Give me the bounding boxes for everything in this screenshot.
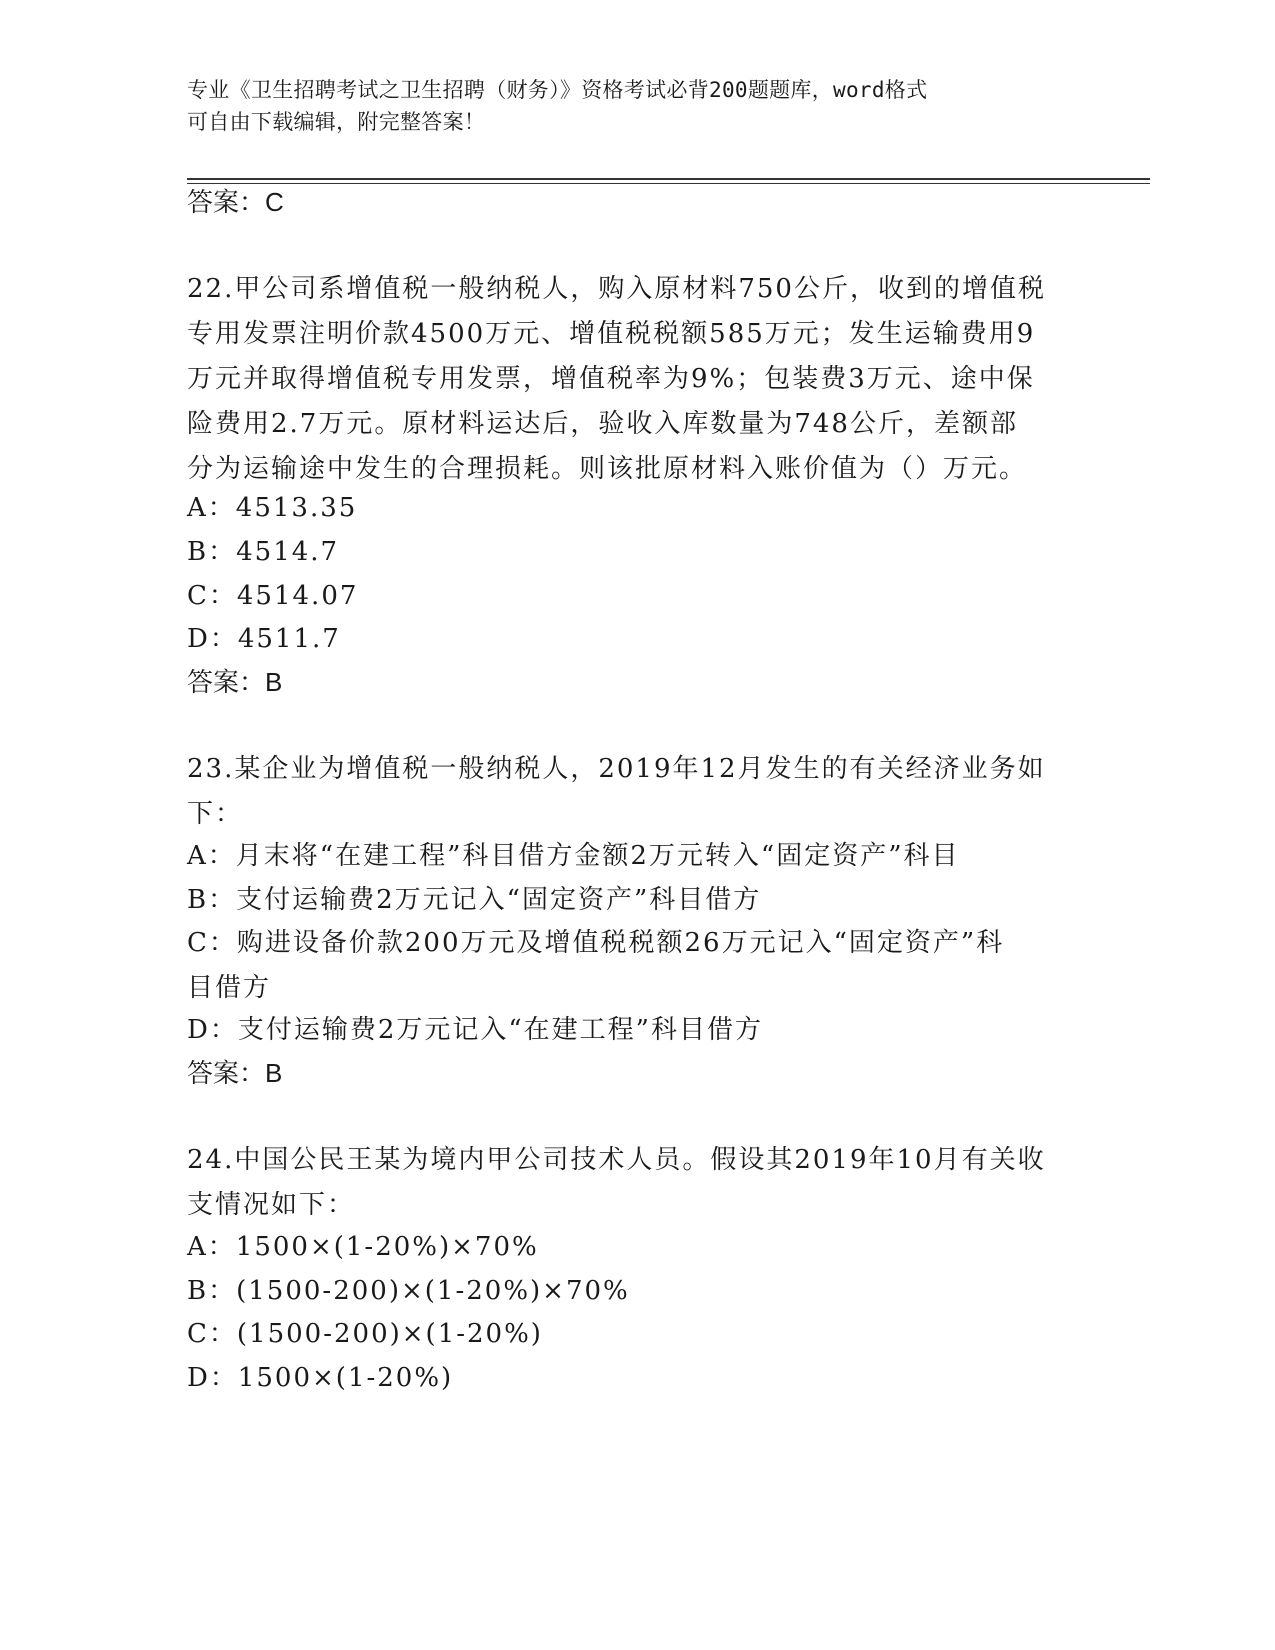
question-line: 专用发票注明价款4500万元、增值税税额585万元；发生运输费用9 — [187, 319, 1036, 349]
answer-label: 答案：B — [187, 667, 283, 697]
option-text: C：(1500-200)×(1-20%) — [187, 1319, 543, 1349]
option-text: D：支付运输费2万元记入“在建工程”科目借方 — [187, 1015, 763, 1045]
option-c — [187, 921, 1004, 1011]
question-line: 23.某企业为增值税一般纳税人，2019年12月发生的有关经济业务如 — [187, 754, 1046, 784]
option-text: A：4513.35 — [187, 493, 358, 523]
header-line-2: 可自由下载编辑，附完整答案！ — [187, 110, 486, 134]
question-line: 下： — [187, 799, 244, 829]
option-text: 目借方 — [187, 973, 272, 1003]
question-text — [187, 747, 1087, 837]
question-line: 支情况如下： — [187, 1190, 356, 1220]
option-text: B：支付运输费2万元记入“固定资产”科目借方 — [187, 885, 762, 915]
header-line-1: 专业《卫生招聘考试之卫生招聘（财务）》资格考试必背200题题库，word格式 — [187, 78, 928, 102]
option-a — [187, 834, 960, 879]
option-c — [187, 1312, 543, 1357]
header-divider-thick — [187, 178, 1150, 180]
document-header — [187, 74, 1067, 138]
answer-label: 答案：C — [187, 187, 284, 217]
question-line: 万元并取得增值税专用发票，增值税率为9%；包装费3万元、途中保 — [187, 364, 1035, 394]
question-line: 24.中国公民王某为境内甲公司技术人员。假设其2019年10月有关收 — [187, 1145, 1046, 1175]
option-text: C：购进设备价款200万元及增值税税额26万元记入“固定资产”科 — [187, 928, 1005, 958]
option-text: D：1500×(1-20%) — [187, 1363, 454, 1393]
option-b — [187, 1269, 630, 1314]
option-d — [187, 617, 341, 662]
option-a — [187, 1225, 539, 1270]
option-b — [187, 878, 761, 923]
question-line: 22.甲公司系增值税一般纳税人，购入原材料750公斤，收到的增值税 — [187, 274, 1046, 304]
answer-label: 答案：B — [187, 1058, 283, 1088]
question-line: 分为运输途中发生的合理损耗。则该批原材料入账价值为（）万元。 — [187, 454, 1028, 484]
question-text — [187, 1138, 1087, 1228]
question-line: 险费用2.7万元。原材料运达后，验收入库数量为748公斤，差额部 — [187, 409, 1018, 439]
option-text: D：4511.7 — [187, 624, 341, 654]
option-text: C：4514.07 — [187, 581, 359, 611]
option-c — [187, 574, 358, 619]
header-divider-thin — [187, 183, 1150, 184]
option-d — [187, 1356, 453, 1401]
option-text: B：(1500-200)×(1-20%)×70% — [187, 1276, 630, 1306]
option-b — [187, 530, 339, 575]
question-text — [187, 267, 1087, 492]
option-d — [187, 1008, 763, 1053]
option-text: A：月末将“在建工程”科目借方金额2万元转入“固定资产”科目 — [187, 841, 960, 871]
option-text: B：4514.7 — [187, 537, 340, 567]
option-text: A：1500×(1-20%)×70% — [187, 1232, 539, 1262]
option-a — [187, 486, 357, 531]
